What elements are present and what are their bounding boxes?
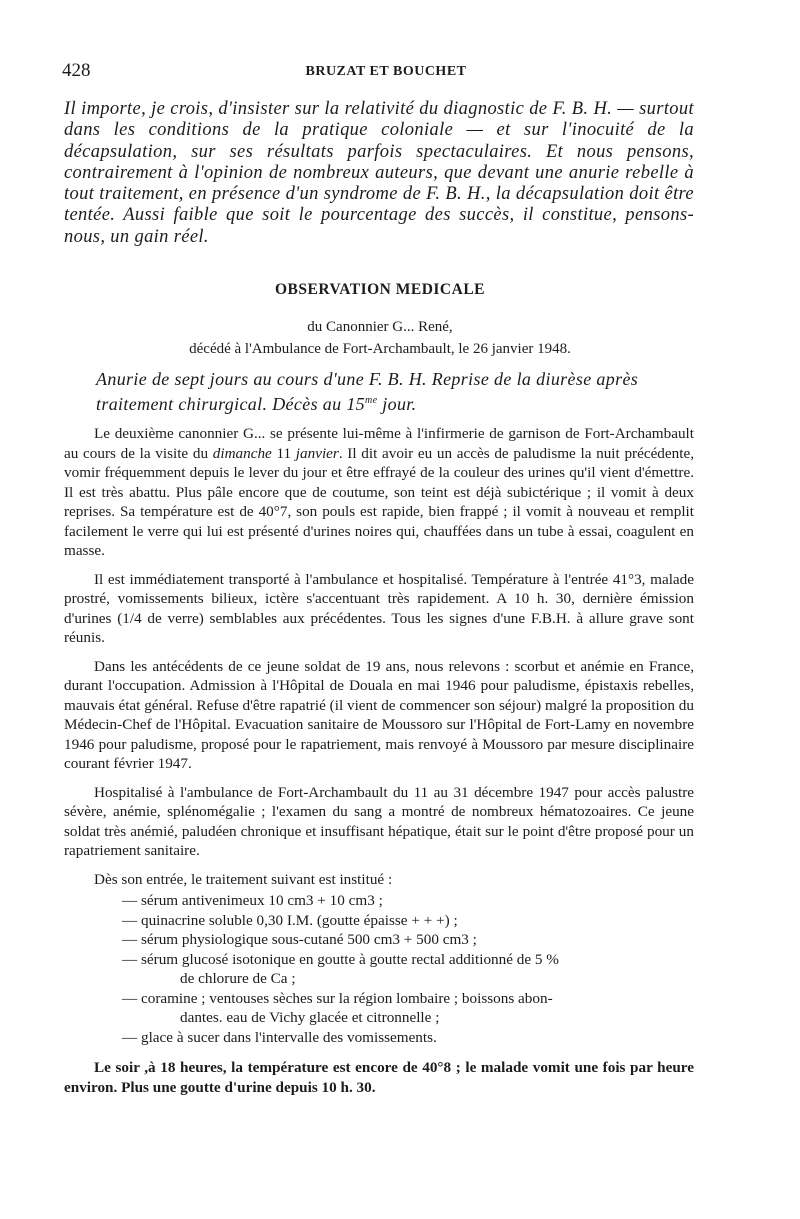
paragraph-text: . Il dit avoir eu un accès de paludisme la nuit précédente, vomir fréquemment depuis le lever du jour et être effrayé de la couleur des urines qu'il vient d'émettre. Il est très abattu. Plus pâle encore que de coutume, son teint est déjà subictérique ; il vomit à deux reprises. Sa température est de 40°7, son pouls est rapide, bien frappé ; il vomit à nouveau et remplit facilement le verre qui lui est présenté d'urines noires qui, chauffées dans un tube à essai, coagulent en masse.	[64, 444, 694, 559]
list-item-continuation: dantes. eau de Vichy glacée et citronnelle ;	[180, 1009, 440, 1026]
list-item-text: — sérum glucosé isotonique en goutte à goutte rectal additionné de 5 %	[122, 950, 559, 968]
emphasis-text: janvier	[295, 444, 339, 462]
summary-superscript: me	[365, 395, 378, 406]
running-title: BRUZAT ET BOUCHET	[305, 64, 467, 79]
paragraph-text: 11	[271, 444, 296, 462]
observation-title: OBSERVATION MEDICALE	[275, 281, 485, 298]
paragraph-treatment-intro: Dès son entrée, le traitement suivant est institué :	[94, 870, 393, 888]
paragraph-prior-stay: Hospitalisé à l'ambulance de Fort-Archambault du 11 au 31 décembre 1947 pour accès palustre sévère, anémie, splénomégalie ; l'examen du sang a montré de nombreux hématozoaires. Ce jeune soldat très anémié, paludéen chronique et insuffisant hépatique, était sur le point d'être proposé pour un rapatriement sanitaire.	[64, 783, 694, 859]
list-item	[64, 950, 694, 989]
summary-main: Anurie de sept jours au cours d'une F. B. H. Reprise de la diurèse après traitement chirurgical. Décès au 15	[96, 369, 639, 414]
list-item	[64, 891, 694, 911]
patient-line: du Canonnier G... René,	[307, 319, 453, 335]
paragraph-antecedents: Dans les antécédents de ce jeune soldat de 19 ans, nous relevons : scorbut et anémie en France, durant l'occupation. Admission à l'Hôpital de Douala en mai 1946 pour paludisme, épistaxis rebelles, mauvais état général. Refuse d'être rapatrié (il vient de commencer son séjour) malgré la proposition du Médecin-Chef de l'Hôpital. Evacuation sanitaire de Moussoro sur l'Hôpital de Fort-Lamy en novembre 1946 pour paludisme, proposé pour le rapatriement, mais renvoyé à Moussoro par mesure disciplinaire courant février 1947.	[64, 657, 694, 772]
list-item-continuation: de chlorure de Ca ;	[180, 970, 296, 987]
list-item-text: — sérum physiologique sous-cutané 500 cm3 + 500 cm3 ;	[122, 931, 477, 948]
observation-body	[64, 424, 694, 1106]
treatment-list	[64, 891, 694, 1047]
list-item-text: — sérum antivenimeux 10 cm3 + 10 cm3 ;	[122, 892, 383, 909]
paragraph-text: Le deuxième canonnier G... se présente lui-même à l'infirmerie de garnison de Fort-Archambault au cours de la visite du	[64, 425, 694, 462]
list-item	[64, 1028, 694, 1048]
paragraph-hospitalisation: Il est immédiatement transporté à l'ambulance et hospitalisé. Température à l'entrée 41°3, malade prostré, vomissements bilieux, ictère s'accentuant très rapidement. A 10 h. 30, dernière émission d'urines (1/4 de verre) semblables aux précédentes. Tous les signes d'une F.B.H. à allure grave sont réunis.	[64, 570, 694, 646]
paragraph-presentation	[64, 424, 694, 561]
page-number: 428	[62, 60, 91, 81]
list-item	[64, 911, 694, 931]
list-item	[64, 930, 694, 950]
emphasis-text: dimanche	[212, 444, 272, 462]
list-item-text: — glace à sucer dans l'intervalle des vomissements.	[122, 1028, 437, 1046]
list-item	[64, 989, 694, 1028]
page-header	[62, 60, 710, 86]
paragraph-evening: Le soir ,à 18 heures, la température est encore de 40°8 ; le malade vomit une fois par heure environ. Plus une goutte d'urine depuis 10 h. 30.	[64, 1059, 694, 1096]
intro-paragraph: Il importe, je crois, d'insister sur la relativité du diagnostic de F. B. H. — surtout dans les conditions de la pratique coloniale — et sur l'inocuité de la décapsulation, sur ses résultats parfois spectaculaires. Et nous pensons, contrairement à l'opinion de nombreux auteurs, que devant une anurie rebelle à tout traitement, en présence d'un syndrome de F. B. H., la décapsulation doit être tentée. Aussi faible que soit le pourcentage des succès, il constitue, pensons-nous, un gain réel.	[64, 99, 694, 247]
death-line: décédé à l'Ambulance de Fort-Archambault, le 26 janvier 1948.	[189, 341, 571, 357]
list-item-text: — quinacrine soluble 0,30 I.M. (goutte épaisse + + +) ;	[122, 911, 458, 929]
list-item-text: — coramine ; ventouses sèches sur la région lombaire ; boissons abon-	[122, 989, 553, 1007]
observation-summary	[96, 369, 696, 415]
summary-end: jour.	[377, 394, 417, 414]
